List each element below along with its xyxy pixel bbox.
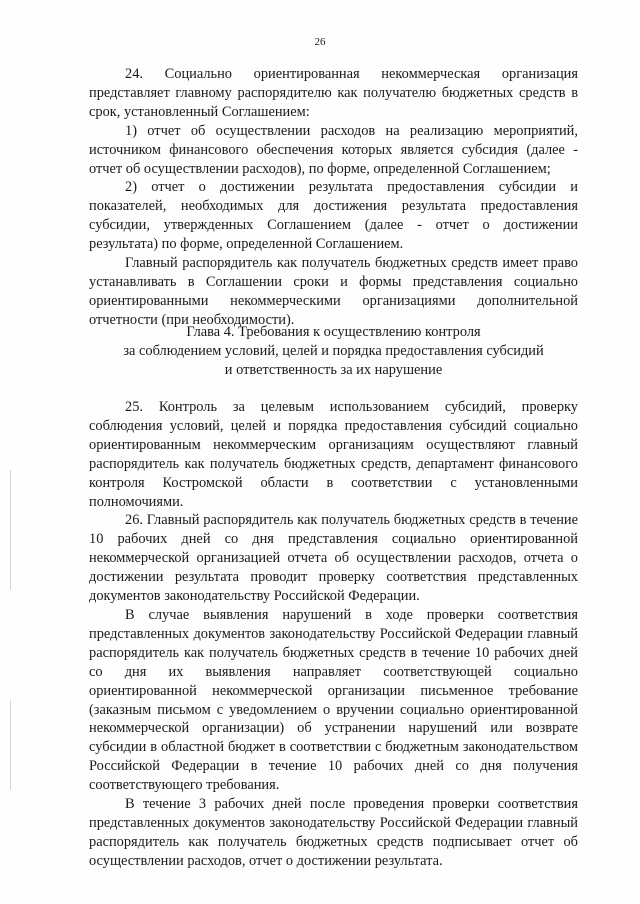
paragraph-24: 24. Социально ориентированная некоммерческая организация представляет главному распорядителю как получателю бюджетных средств в срок, установленный Соглашением: (89, 66, 578, 120)
scan-margin-mark (10, 700, 11, 790)
page-number: 26 (314, 36, 326, 48)
paragraph-26-signing: В течение 3 рабочих дней после проведения проверки соответствия представленных документов законодательству Российской Федерации главный распорядитель как получатель бюджетных средств подписывает отчет об осуществлении расходов, отчет о достижении результата. (89, 796, 578, 869)
paragraph-24-item-2: 2) отчет о достижении результата предоставления субсидии и показателей, необходимых для достижения результата предоставления субсидии, утвержденных Соглашением (далее - отчет о достижении результата) по форме, определенной Соглашением. (89, 179, 578, 253)
chapter-4-body (89, 398, 578, 871)
chapter-heading-line-3: и ответственность за их нарушение (224, 362, 443, 378)
paragraph-25: 25. Контроль за целевым использованием субсидий, проверку соблюдения условий, целей и порядка предоставления субсидий социально ориентированным некоммерческим организациям осуществляют главный распорядитель как получатель бюджетных средств, департамент финансового контроля Костромской области в соответствии с установленными полномочиями. (89, 399, 578, 510)
paragraph-26-violations: В случае выявления нарушений в ходе проверки соответствия представленных документов законодательству Российской Федерации главный распорядитель как получатель бюджетных средств в течение 10 рабочих дней со дня их выявления направляет соответствующей социально ориентированной некоммерческой организации письменное требование (заказным письмом с уведомлением о вручении социально ориентированной некоммерческой организации) об устранении нарушений или возврате субсидии в областной бюджет в соответствии с бюджетным законодательством Российской Федерации в течение 10 рабочих дней со дня получения соответствующего требования. (89, 606, 578, 794)
chapter-heading-line-2: за соблюдением условий, целей и порядка предоставления субсидий (123, 343, 544, 359)
chapter-heading-line-1: Глава 4. Требования к осуществлению контроля (186, 324, 481, 340)
paragraph-26: 26. Главный распорядитель как получатель бюджетных средств в течение 10 рабочих дней со дня представления социально ориентированной некоммерческой организацией отчета об осуществлении расходов, отчета о достижении результата проводит проверку соответствия представленных документов законодательству Российской Федерации. (89, 512, 578, 605)
chapter-4-heading (89, 323, 578, 380)
paragraph-24-item-1: 1) отчет об осуществлении расходов на реализацию мероприятий, источником финансового обеспечения которых является субсидия (далее - отчет об осуществлении расходов), по форме, определенной Соглашением; (89, 122, 578, 177)
scan-margin-mark (10, 470, 11, 590)
paragraph-24-additional-reporting: Главный распорядитель как получатель бюджетных средств имеет право устанавливать в Соглашении сроки и формы представления социально ориентированными некоммерческими организациями дополнительной отчетности (при необходимости). (89, 255, 578, 328)
section-24-text (89, 65, 578, 330)
